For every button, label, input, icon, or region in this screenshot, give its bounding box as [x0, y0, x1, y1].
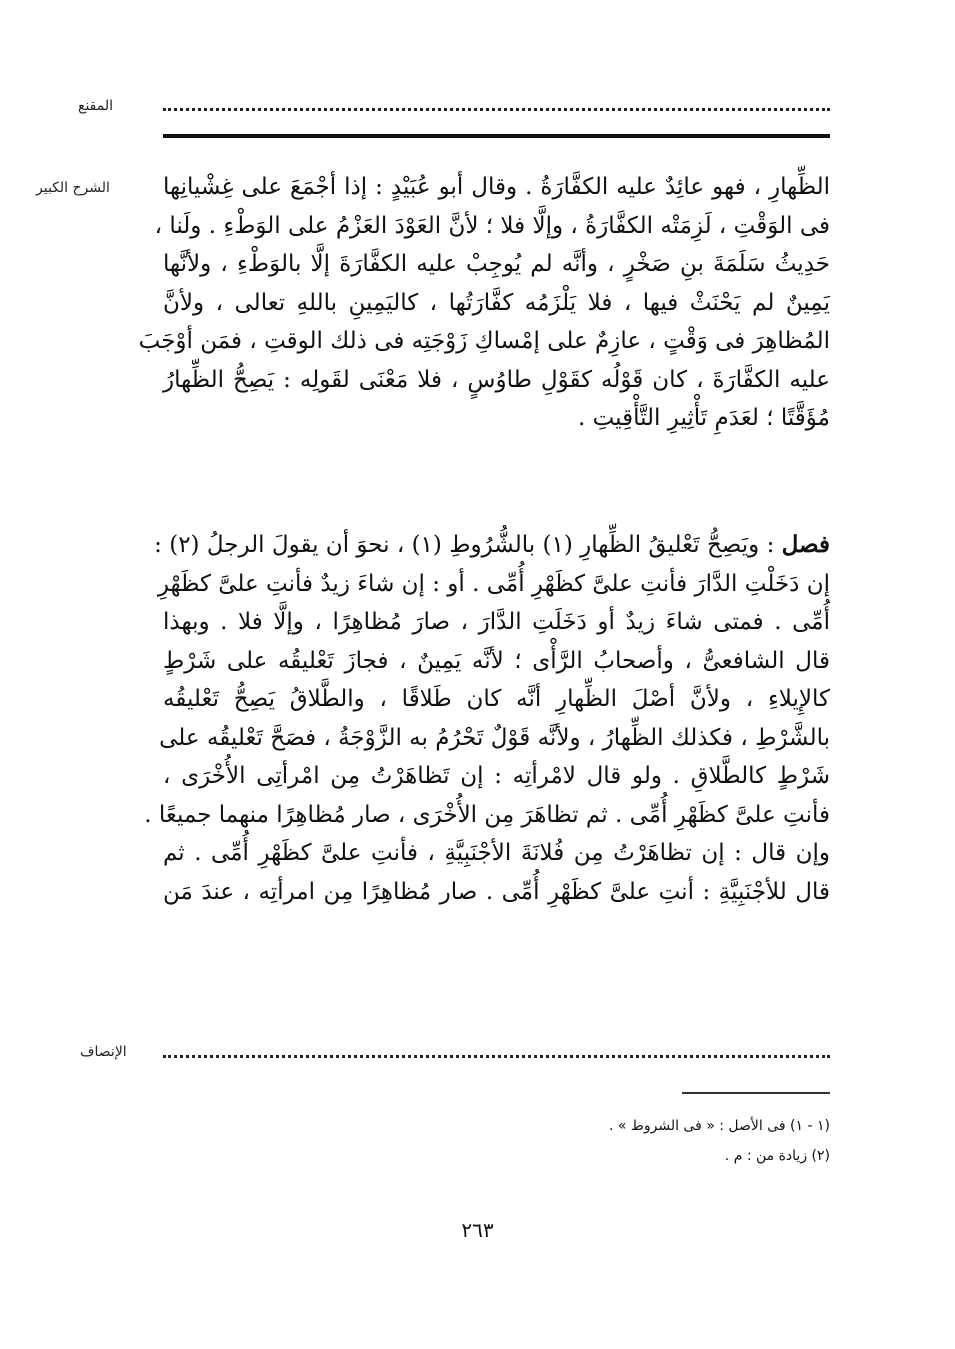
top-margin-label: المقنع — [78, 98, 114, 114]
text-line: عليه الكفَّارَةَ ، كان قَوْلُه كقَوْلِ طاوُسٍ ، فلا مَعْنَى لقَولِه : يَصِحُّ الظِّهارُ — [163, 366, 830, 393]
text-line: بالشَّرْطِ ، فكذلك الظِّهارُ ، ولأنَّه قَوْلٌ تَحْرُمُ به الزَّوْجَةُ ، فصَحَّ تَعْليقُه على — [159, 724, 830, 751]
text-line: فى الوَقْتِ ، لَزِمَتْه الكفَّارَةُ ، وإلَّا فلا ؛ لأنَّ العَوْدَ العَزْمُ على الوَطْءِ . ولَنا ، — [154, 212, 830, 239]
text-line: شَرْطٍ كالطَّلاقِ . ولو قال لامْرأتِه : إن تَظاهَرْتُ مِن امْرأتِى الأُخْرَى ، — [163, 763, 830, 789]
text-line: الظِّهارِ ، فهو عائِدٌ عليه الكفَّارَةُ . وقال أبو عُبَيْدٍ : إذا أجْمَعَ على غِشْيانِها — [163, 174, 830, 200]
paragraph-2 — [144, 526, 830, 911]
side-margin-label: الشرح الكبير — [36, 180, 110, 196]
section-heading-word: فصل — [781, 531, 830, 558]
top-dotted-separator — [163, 108, 830, 111]
text-line-first — [154, 526, 830, 565]
bottom-margin-label: الإنصاف — [80, 1044, 127, 1060]
page-number: ٢٦٣ — [461, 1218, 494, 1242]
text-line: إن دَخَلْتِ الدَّارَ فأنتِ علىَّ كظَهْرِ أُمِّى . أو : إن شاءَ زيدٌ فأنتِ علىَّ كظَهْرِ — [157, 570, 830, 597]
footnote-1: (١ - ١) فى الأصل : « فى الشروط » . — [608, 1118, 830, 1134]
text-line: مُؤَقَّتًا ؛ لعَدَمِ تَأْثِيرِ التَّأْقِيتِ . — [577, 405, 830, 431]
text-line: المُظاهِرَ فى وَقْتٍ ، عازِمٌ على إمْساكِ زَوْجَتِه فى ذلك الوقتِ ، فمَن أوْجَبَ — [138, 328, 830, 354]
text-line: حَدِيثُ سَلَمَةَ بنِ صَخْرٍ ، وأنَّه لم يُوجِبْ عليه الكفَّارَةَ إلَّا بالوَطْءِ ، ولأنَّها — [163, 251, 831, 277]
paragraph-1 — [138, 168, 831, 438]
header-thick-rule — [163, 134, 830, 138]
text-line: كالإِيلاءِ ، ولأنَّ أصْلَ الظِّهارِ أنَّه كان طَلاقًا ، والطَّلاقُ يَصِحُّ تَعْليقُه — [163, 686, 830, 712]
text-line: فأنتِ علىَّ كظَهْرِ أُمِّى . ثم تظاهَرَ مِن الأُخْرَى ، صار مُظاهِرًا منهما جميعًا . — [144, 801, 830, 828]
text-line: يَمِينٌ لم يَحْنَثْ فيها ، فلا يَلْزَمُه كفَّارَتُها ، كاليَمِينِ باللهِ تعالى ، ولأنَّ — [163, 289, 830, 316]
footnote-rule — [682, 1092, 830, 1094]
text-line: أُمِّى . فمتى شاءَ زيدٌ أو دَخَلَتِ الدَّارَ ، صارَ مُظاهِرًا ، وإلَّا فلا . وبهذا — [163, 609, 830, 635]
text-line: قال الشافعىُّ ، وأصحابُ الرَّأْى ؛ لأنَّه يَمِينٌ ، فجازَ تَعْليقُه على شَرْطٍ — [163, 647, 830, 674]
text-line-rest: : ويَصِحُّ تَعْليقُ الظِّهارِ (١) بالشُّرُوطِ (١) ، نحوَ أن يقولَ الرجلُ (٢) : — [154, 532, 775, 558]
bottom-dotted-separator — [163, 1055, 830, 1058]
text-line: قال للأجْنَبِيَّةِ : أنتِ علىَّ كظَهْرِ أُمِّى . صار مُظاهِرًا مِن امرأتِه ، عندَ مَن — [163, 878, 830, 905]
footnote-2: (٢) زيادة من : م . — [724, 1148, 830, 1164]
text-line: وإن قال : إن تظاهَرْتُ مِن فُلانَةَ الأجْنَبِيَّةِ ، فأنتِ علىَّ كظَهْرِ أُمِّى . ثم — [163, 840, 830, 866]
